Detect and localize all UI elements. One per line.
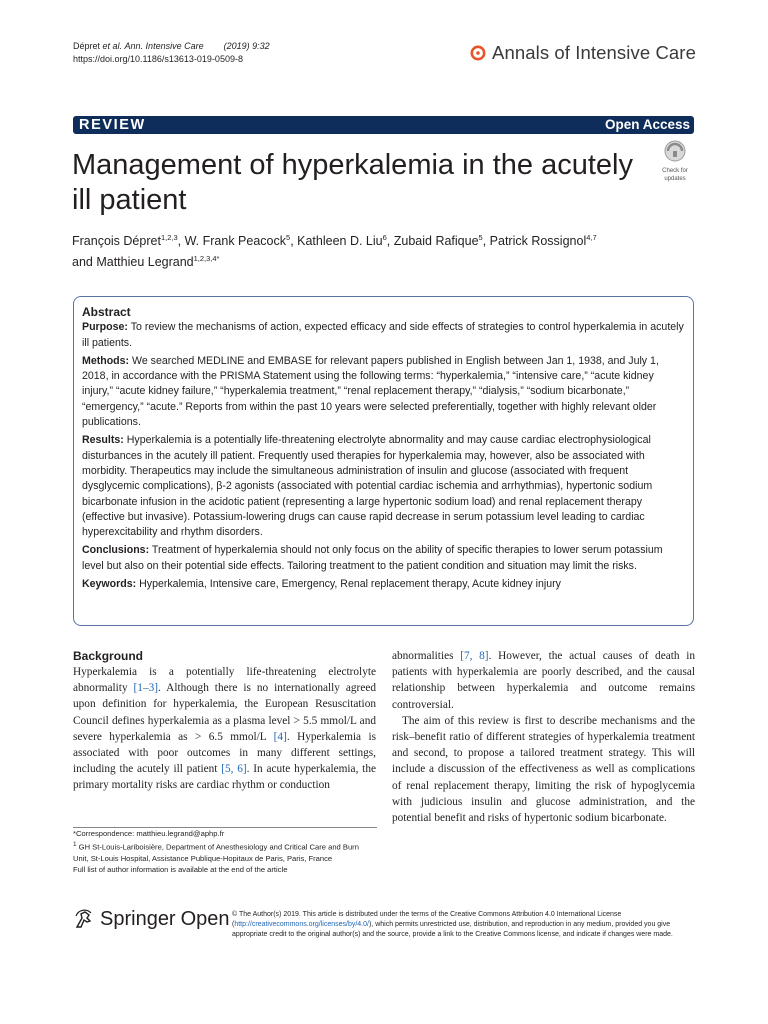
keywords-label: Keywords: xyxy=(82,578,137,591)
author-name: Zubaid Rafique xyxy=(393,234,479,249)
citation-journal: Ann. Intensive Care xyxy=(124,41,204,51)
results-label: Results: xyxy=(82,434,124,447)
body-paragraph: The aim of this review is first to describe mechanisms and the risk–benefit ratio of different strategies of hyperkalemia treatment and second, to propose a tailored treatment strategy. This will include a discussion of the effectiveness as well as complications of renal replacement therapy, limiting the risk of hypoglycemia with judicious insulin and glucose administration, and the potential benefit and risks of hypertonic sodium bicarbonate. xyxy=(392,714,695,825)
author-affiliation: 4,7 xyxy=(586,233,597,242)
check-updates-line1: Check for xyxy=(662,168,688,174)
body-text: . Although there is no internationally agreed upon definition for hyperkalemia, the European Resuscitation Council defines hyperkalemia as a plasma level > 5.5 mmol/L and severe hyperkalemia as > 6.5 mmol/L xyxy=(73,682,376,743)
abstract-purpose xyxy=(82,320,684,351)
author-affiliation: 5 xyxy=(478,233,483,242)
full-list-note: Full list of author information is available at the end of the article xyxy=(73,864,288,874)
footnotes xyxy=(73,828,373,875)
author-affiliation: 1,2,3 xyxy=(160,233,178,242)
article-type-banner xyxy=(73,116,694,134)
author-separator: , xyxy=(386,234,394,249)
journal-brand xyxy=(470,42,696,64)
author-separator: , xyxy=(482,234,490,249)
body-paragraph xyxy=(392,648,695,713)
citation-year-volume: (2019) 9:32 xyxy=(223,41,270,51)
body-text: . Hyperkalemia is associated with poor outcomes in many different settings, including the acutely ill patient xyxy=(73,730,377,776)
citation-authors: Dépret xyxy=(73,41,103,51)
abstract-conclusions xyxy=(82,543,684,574)
affiliation-note xyxy=(73,839,373,864)
abstract-box xyxy=(73,296,694,626)
article-type-label: REVIEW xyxy=(79,117,146,133)
author-name: François Dépret xyxy=(72,234,161,249)
abstract-results xyxy=(82,433,684,540)
author-name: and Matthieu Legrand xyxy=(72,255,194,270)
body-text: abnormalities xyxy=(392,650,461,662)
open-access-label: Open Access xyxy=(604,117,690,132)
author-affiliation: 6 xyxy=(382,233,387,242)
results-text: Hyperkalemia is a potentially life-threatening electrolyte abnormality and may cause cardiac electrophysiological disturbances in the acutely ill patient. Frequently used therapies for hyperkalemia may, however, also be associated with morbidity. Therapeutics may include the simultaneous administration of insulin and glucose (associated with frequent dysglycemic complications), β-2 agonists (associated with potential cardiac ischemia and arrhythmias), hypertonic sodium bicarbonate infusion in the acidotic patient (representing a large hypertonic sodium load) and renal replacement therapy (effective but invasive). Potassium-lowering drugs can cause rapid decrease in serum potassium level leading to cardiac hyperexcitability and rhythm disorders. xyxy=(82,434,653,539)
springer-open-logo xyxy=(73,908,230,931)
springer-horse-icon xyxy=(73,909,95,931)
author-name: W. Frank Peacock xyxy=(184,234,287,249)
citation-line xyxy=(73,40,270,53)
author-list xyxy=(72,229,692,271)
purpose-text: To review the mechanisms of action, expected efficacy and side effects of strategies to control hyperkalemia in acutely ill patients. xyxy=(82,321,684,349)
license-text: ), which permits unrestricted use, distribution, and reproduction in any medium, provided you give appropriate credit to the original author(s) and the source, provide a link to the Creative Commons license, and indicate if changes were made. xyxy=(232,921,673,938)
author-affiliation: 1,2,3,4* xyxy=(193,254,220,264)
springer-brand-text: Springer xyxy=(100,908,176,930)
reference-link[interactable]: [5, 6] xyxy=(221,763,247,776)
body-text: . In acute hyperkalemia, the primary mortality risks are cardiac rhythm or conduction xyxy=(73,763,376,792)
check-updates-line2: updates xyxy=(664,176,686,182)
author-separator: , xyxy=(290,234,298,249)
open-brand-text: Open xyxy=(180,908,230,930)
author-name: Kathleen D. Liu xyxy=(297,234,383,249)
reference-link[interactable]: [7, 8] xyxy=(460,650,489,662)
reference-link[interactable]: [4] xyxy=(273,730,287,743)
methods-label: Methods: xyxy=(82,354,130,367)
citation-etal: et al. xyxy=(102,41,123,51)
journal-name: Annals of Intensive Care xyxy=(492,42,696,63)
license-text: © The Author(s) 2019. This article is distributed under the terms of the Creative Commons Attribution 4.0 International License ( xyxy=(232,911,622,928)
reference-link[interactable]: [1–3] xyxy=(133,682,159,695)
citation-header xyxy=(73,40,270,66)
correspondence-note: *Correspondence: matthieu.legrand@aphp.fr xyxy=(73,829,225,838)
body-column-left xyxy=(73,648,376,794)
abstract-methods xyxy=(82,354,684,430)
abstract-heading: Abstract xyxy=(82,305,131,319)
section-heading-background: Background xyxy=(73,649,144,663)
affiliation-text: GH St-Louis-Lariboisière, Department of Anesthesiology and Critical Care and Burn Unit, St-Louis Hospital, Assistance Publique-Hopitaux de Paris, Paris, France xyxy=(73,842,359,863)
journal-logo-icon xyxy=(470,45,486,61)
keywords-text: Hyperkalemia, Intensive care, Emergency, Renal replacement therapy, Acute kidney injury xyxy=(139,578,561,591)
body-text: Hyperkalemia is a potentially life-threatening electrolyte abnormality xyxy=(73,666,376,695)
check-for-updates-badge[interactable] xyxy=(655,140,695,183)
conclusions-label: Conclusions: xyxy=(82,544,150,557)
author-name: Patrick Rossignol xyxy=(489,234,587,249)
body-column-right xyxy=(392,648,695,826)
purpose-label: Purpose: xyxy=(82,321,128,334)
license-link[interactable]: http://creativecommons.org/licenses/by/4.0/ xyxy=(234,921,369,928)
check-for-updates-icon xyxy=(662,140,688,162)
license-notice xyxy=(232,910,694,940)
conclusions-text: Treatment of hyperkalemia should not only focus on the ability of specific therapies to lower serum potassium level but also on their potential side effects. Tailoring treatment to the patient condition and situation may limit the risks. xyxy=(82,544,663,572)
methods-text: We searched MEDLINE and EMBASE for relevant papers published in English between Jan 1, 1938, and July 1, 2018, in accordance with the PRISMA Statement using the following terms: “hyperkalemia,” “intensive care,” “acute kidney injury,” “acute kidney failure,” “hyperkalemia treatment,” “renal replacement therapy,” “dialysis,” “sodium bicarbonate,” “emergency,” “acute.” Reports from within the past 10 years were selected preferentially, together with highly relevant older publications. xyxy=(82,354,659,429)
article-title: Management of hyperkalemia in the acutely ill patient xyxy=(72,149,633,216)
body-paragraph xyxy=(73,664,376,794)
affiliation-number: 1 xyxy=(73,841,77,848)
author-separator: , xyxy=(177,234,185,249)
abstract-keywords xyxy=(82,577,684,592)
doi-link[interactable]: https://doi.org/10.1186/s13613-019-0509-8 xyxy=(73,54,243,64)
author-affiliation: 5 xyxy=(286,233,291,242)
body-text: . However, the actual causes of death in patients with hyperkalemia are poorly described, and the causal relationship between hyperkalemia and outcome remains controversial. xyxy=(392,650,695,711)
